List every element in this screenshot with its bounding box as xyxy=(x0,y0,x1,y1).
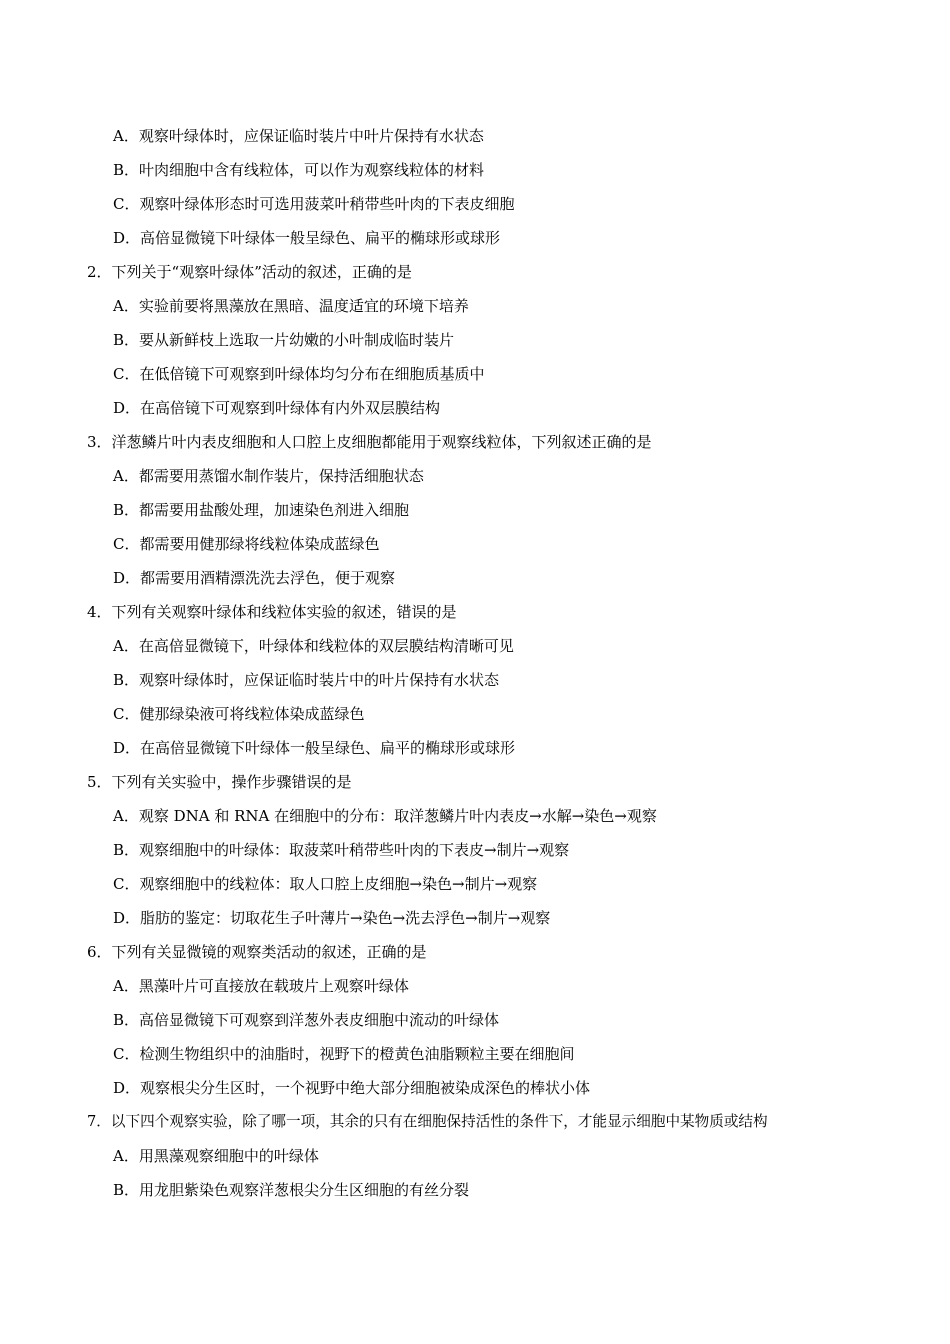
q6-option-c: C．检测生物组织中的油脂时，视野下的橙黄色油脂颗粒主要在细胞间 xyxy=(113,1045,575,1063)
q2-option-c: C．在低倍镜下可观察到叶绿体均匀分布在细胞质基质中 xyxy=(113,365,485,383)
q2-option-d: D．在高倍镜下可观察到叶绿体有内外双层膜结构 xyxy=(113,399,441,417)
question-4: 4．下列有关观察叶绿体和线粒体实验的叙述，错误的是 xyxy=(87,603,457,621)
q4-option-d: D．在高倍显微镜下叶绿体一般呈绿色、扁平的椭球形或球形 xyxy=(113,739,516,757)
q3-option-d: D．都需要用酒精漂洗洗去浮色，便于观察 xyxy=(113,569,396,587)
q5-option-a: A．观察 DNA 和 RNA 在细胞中的分布：取洋葱鳞片叶内表皮→水解→染色→观察 xyxy=(113,807,657,825)
q6-option-b: B．高倍显微镜下可观察到洋葱外表皮细胞中流动的叶绿体 xyxy=(113,1011,500,1029)
q3-option-c: C．都需要用健那绿将线粒体染成蓝绿色 xyxy=(113,535,380,553)
q5-option-c: C．观察细胞中的线粒体：取人口腔上皮细胞→染色→制片→观察 xyxy=(113,875,538,893)
q3-option-a: A．都需要用蒸馏水制作装片，保持活细胞状态 xyxy=(113,467,424,485)
q6-option-d: D．观察根尖分生区时，一个视野中绝大部分细胞被染成深色的棒状小体 xyxy=(113,1079,591,1097)
q2-option-b: B．要从新鲜枝上选取一片幼嫩的小叶制成临时装片 xyxy=(113,331,455,349)
question-5: 5．下列有关实验中，操作步骤错误的是 xyxy=(87,773,352,791)
q4-option-b: B．观察叶绿体时，应保证临时装片中的叶片保持有水状态 xyxy=(113,671,500,689)
question-2: 2．下列关于“观察叶绿体”活动的叙述，正确的是 xyxy=(87,263,412,281)
q3-option-b: B．都需要用盐酸处理，加速染色剂进入细胞 xyxy=(113,501,410,519)
question-3: 3．洋葱鳞片叶内表皮细胞和人口腔上皮细胞都能用于观察线粒体，下列叙述正确的是 xyxy=(87,433,652,451)
q7-option-a: A．用黑藻观察细胞中的叶绿体 xyxy=(113,1147,319,1165)
question-7: 7．以下四个观察实验，除了哪一项，其余的只有在细胞保持活性的条件下，才能显示细胞中某物质或结构 xyxy=(87,1113,768,1130)
q1-option-b: B．叶肉细胞中含有线粒体，可以作为观察线粒体的材料 xyxy=(113,161,485,179)
q5-option-d: D．脂肪的鉴定：切取花生子叶薄片→染色→洗去浮色→制片→观察 xyxy=(113,909,551,927)
q5-option-b: B．观察细胞中的叶绿体：取菠菜叶稍带些叶肉的下表皮→制片→观察 xyxy=(113,841,570,859)
q4-option-c: C．健那绿染液可将线粒体染成蓝绿色 xyxy=(113,705,365,723)
q1-option-d: D．高倍显微镜下叶绿体一般呈绿色、扁平的椭球形或球形 xyxy=(113,229,501,247)
q6-option-a: A．黑藻叶片可直接放在载玻片上观察叶绿体 xyxy=(113,977,409,995)
q7-option-b: B．用龙胆紫染色观察洋葱根尖分生区细胞的有丝分裂 xyxy=(113,1181,470,1199)
q1-option-c: C．观察叶绿体形态时可选用菠菜叶稍带些叶肉的下表皮细胞 xyxy=(113,195,515,213)
q2-option-a: A．实验前要将黑藻放在黑暗、温度适宜的环境下培养 xyxy=(113,297,469,315)
q4-option-a: A．在高倍显微镜下，叶绿体和线粒体的双层膜结构清晰可见 xyxy=(113,637,514,655)
question-6: 6．下列有关显微镜的观察类活动的叙述，正确的是 xyxy=(87,943,427,961)
q1-option-a: A．观察叶绿体时，应保证临时装片中叶片保持有水状态 xyxy=(113,127,484,145)
